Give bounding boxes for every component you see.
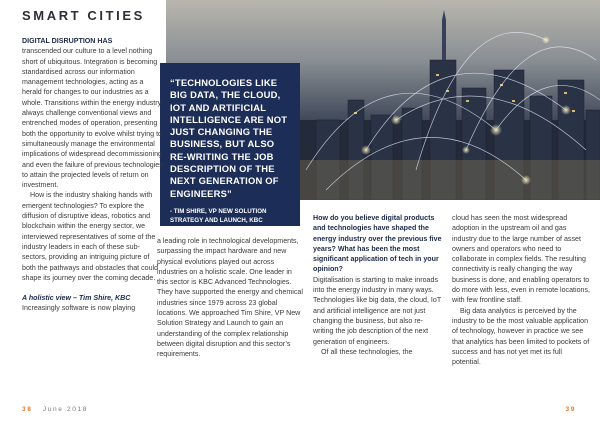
pull-quote-text: “TECHNOLOGIES LIKE BIG DATA, THE CLOUD, IOT AND ARTIFICIAL INTELLIGENCE ARE NOT JUST CHANGING THE BUSINESS, BUT ALSO RE-WRITING THE JOB DESCRIPTION OF THE NEXT GENERATION OF ENGINEERS” [170, 77, 288, 199]
paragraph: How is the industry shaking hands with emergent technologies? To explore the diffusion of disruptive ideas, robotics and blockchain within the energy sector, we interviewed representatives of some of the industry leaders in each of these sub-sectors, providing an intriguing picture of both the pathways and obstacles that could shape its journey over the coming decade. [22, 191, 159, 282]
section-title: SMART CITIES [22, 8, 145, 23]
footer-left [22, 406, 88, 413]
interview-question: How do you believe digital products and technologies have shaped the energy industry over the previous five years? What has been the most significant application of tech in your opinion? [313, 214, 442, 274]
article-column-2 [157, 236, 303, 360]
page-number-right: 39 [565, 406, 576, 413]
paragraph: Big data analytics is perceived by the industry to be the most valuable application of technology, however in practice we see that analytics has been limited to pockets of success and has not yet met its full potential. [452, 306, 590, 367]
article-column-1 [22, 36, 164, 314]
pull-quote-attribution: - TIM SHIRE, VP NEW SOLUTION STRATEGY AND LAUNCH, KBC [170, 207, 267, 224]
footer-right [565, 406, 576, 413]
paragraph: cloud has seen the most widespread adoption in the upstream oil and gas industry due to the large number of asset owners and operators who need to collaborate in complex fields. The resulting connectivity is really changing the way business is done, and enabling operators to do more with less, even in remote locations, with few frontline staff. [452, 214, 590, 305]
paragraph: Increasingly software is now playing [22, 304, 136, 313]
paragraph: Of all these technologies, the [321, 347, 413, 356]
pull-quote [160, 63, 300, 226]
lead-in: DIGITAL DISRUPTION HAS [22, 37, 113, 45]
subheading: A holistic view – Tim Shire, KBC [22, 294, 131, 303]
paragraph: transcended our culture to a level nothing short of ubiquitous. Integration is becoming standardised across our information management technologies, acting as a herald for changes to our industries as a whole. Transitions within the energy industry always challenge conventional views and entrenched modes of operation, presenting both the opportunity to evolve whilst trying to simultaneously manage the environmental implications of widespread decommissioning and even the failure of previous technologies to attain the projected levels of return on investment. [22, 47, 163, 190]
issue-date: June 2018 [42, 406, 89, 413]
paragraph: a leading role in technological developments, surpassing the impact hardware and new physical evolutions played out across industries on a holistic scale. One leader in this sector is KBC Advanced Technologies. They have supported the energy and chemical industries since 1979 across 23 global locations. We approached Tim Shire, VP New Solution Strategy and Launch to gain an understanding of the complex relationship between digital disruption and this sector’s requirements. [157, 237, 303, 359]
paragraph: Digitalisation is starting to make inroads into the energy industry in many ways. Technologies like big data, the cloud, IoT and artificial intelligence are not just changing the business, but also re-writing the job description of the next generation of engineers. [313, 275, 442, 346]
page-number-left: 38 [22, 406, 33, 413]
article-column-3 [313, 213, 443, 357]
article-column-4 [452, 213, 590, 367]
